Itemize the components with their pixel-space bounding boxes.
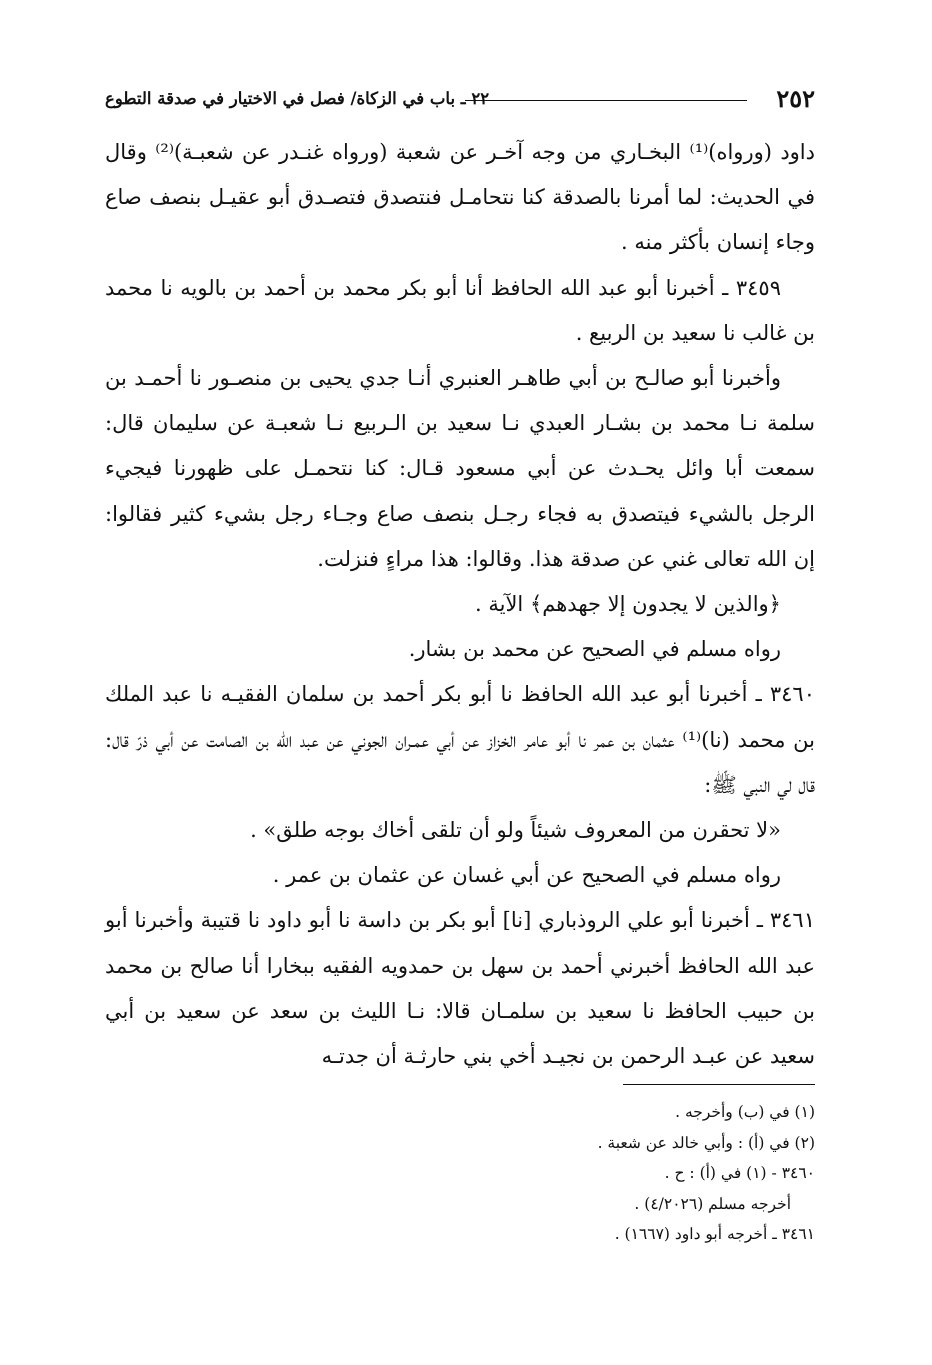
paragraph-muslim-note: رواه مسلم في الصحيح عن محمد بن بشار. bbox=[408, 637, 781, 662]
hadith-3459: ٣٤٥٩ ـ أخبرنا أبو عبد الله الحافظ أنا أبو بكر محمد بن أحمد بن بالويه نا محمد بن غالب نا سعيد بن الربيع . bbox=[105, 275, 815, 345]
footnote-rule bbox=[623, 1084, 815, 1085]
chapter-title: ٢٢ ـ باب في الزكاة/ فصل في الاختيار في صدقة التطوع bbox=[105, 89, 490, 108]
header-rule bbox=[465, 100, 747, 101]
paragraph-muslim-note-2: رواه مسلم في الصحيح عن أبي غسان عن عثمان بن عمر . bbox=[272, 863, 781, 888]
page-number: ٢٥٢ bbox=[776, 84, 815, 113]
hadith-3461: ٣٤٦١ ـ أخبرنا أبو علي الروذباري [نا] أبو بكر بن داسة نا أبو داود نا قتيبة وأخبرنا أبو عبد الله الحافظ أخبرني أحمد بن سهل بن حمدويه الفقيه ببخارا أنا صالح بن محمد بن حبيب الحافظ نا سعيد بن سلمـان قالا: نـا الليث بن سعد عن سعيد بن أبي سعيد عن عبـد الرحمن بن نجيـد أخي بني حارثـة أن جدتـه bbox=[105, 908, 815, 1069]
footnote-3460: ٣٤٦٠ - (١) في (أ) : ح . bbox=[664, 1164, 815, 1182]
footnote-2: (٢) في (أ) : وأبي خالد عن شعبة . bbox=[597, 1133, 815, 1152]
paragraph-isnad: وأخبرنا أبو صالـح بن أبي طاهـر العنبري أنـا جدي يحيى بن منصـور نا أحمـد بن سلمة نـا محمد بن بشـار العبدي نـا سعيد بن الـربيع نـا شعبـة عن سليمان قال: سمعت أبا وائل يحـدث عن أبي مسعود قـال: كنا نتحمـل على ظهورنا فيجيء الرجل بالشيء فيتصدق به فجاء رجـل بنصف صاع وجـاء رجل بشيء كثير فقالوا: إن الله تعالى غني عن صدقة هذا. وقالوا: هذا مراءٍ فنزلت. bbox=[105, 366, 815, 571]
footnote-1: (١) في (ب) وأخرجه . bbox=[675, 1103, 815, 1121]
running-header bbox=[105, 84, 815, 118]
main-text bbox=[105, 130, 815, 1079]
hadith-quote: «لا تحقرن من المعروف شيئاً ولو أن تلقى أخاك بوجه طلق» . bbox=[250, 818, 781, 843]
hadith-3460: ٣٤٦٠ ـ أخبرنا أبو عبد الله الحافظ نا أبو بكر أحمد بن سلمان الفقيـه نا عبد الملك بن محمد (نا)⁽¹⁾ عثمان بن عمر نا أبو عامر الخزاز عن أبي عمـران الجوني عن عبد الله بن الصامت عن أبي ذرّ قال: قال لي النبي ﷺ: bbox=[105, 682, 815, 797]
footnote-3461: ٣٤٦١ ـ أخرجه أبو داود (١٦٦٧) . bbox=[614, 1225, 815, 1243]
footnotes bbox=[215, 1097, 815, 1250]
footnote-3460-source: أخرجه مسلم (٤/٢٠٢٦) . bbox=[634, 1194, 791, 1213]
paragraph-continuation: داود (ورواه)⁽¹⁾ البخـاري من وجه آخـر عن شعبة (ورواه غنـدر عن شعبـة)⁽²⁾ وقال في الحديث: لما أمرنا بالصدقة كنا نتحامـل فنتصدق فتصـدق أبو عقيـل بنصف صاع وجاء إنسان بأكثر منه . bbox=[105, 140, 815, 255]
quran-verse: ﴿والذين لا يجدون إلا جهدهم﴾ الآية . bbox=[475, 592, 781, 617]
